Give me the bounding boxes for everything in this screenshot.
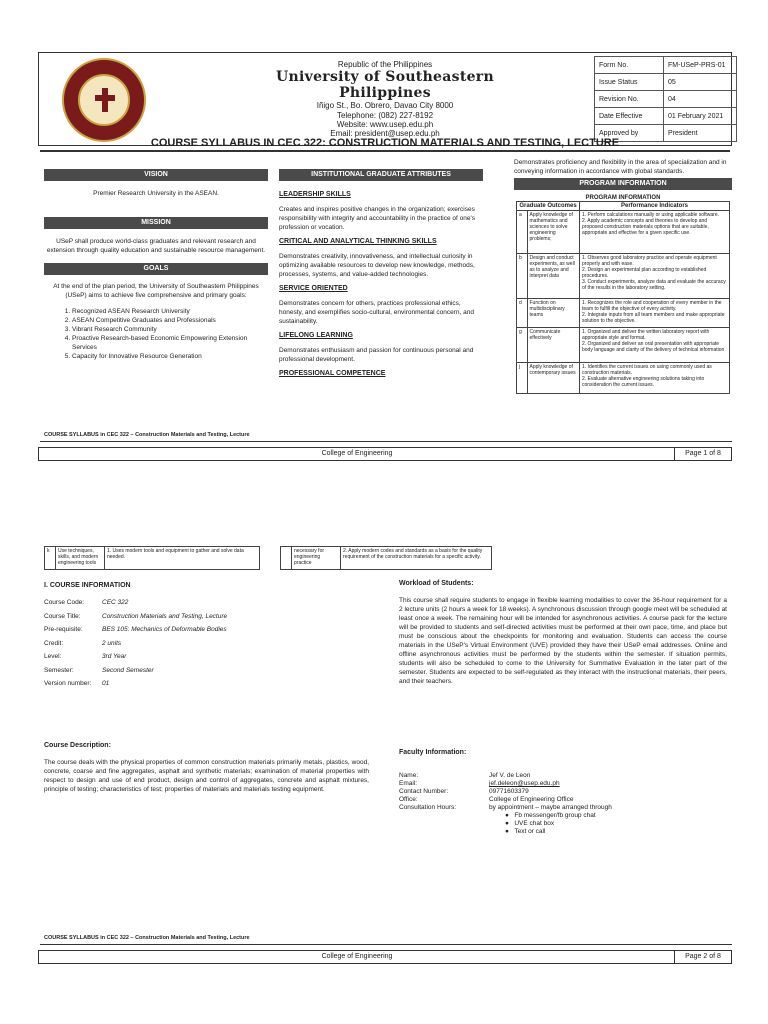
workload-text: This course shall require students to engage in flexible learning modalities to cover the 36-hour requirement for a 2 lecture units (2 hours a week for 18 weeks). A synchronous discussion through google meet will be scheduled at least once a week. The remaining hour will be intended for asynchronous activities. A course pack for the lecture will be provided to students and self-directed activities must be performed at their own pace, time, and place but must be conscious about the checkpoints for monitoring and evaluation. Students can access the course materials in the USeP's Virtual Environment (UVE) provided they have their USeP email addresses. Online and offline asynchronous activities must be performed by the students within the semester. If situation permits, students will also be scheduled to come to the University for Summative Evaluation in the later part of the semester. Students are expected to be self-regulated as they interact with the instructional materials, their peers, and their teachers. — [399, 597, 727, 685]
info-label: Level: — [44, 653, 62, 660]
form-label: Approved by — [595, 125, 664, 142]
competence-text: Demonstrates proficiency and flexibility in the area of specialization and in conveying information in accordance with global standards. — [514, 159, 727, 175]
outcome-cell: Communicate effectively — [527, 328, 580, 363]
goal-item: 2. ASEAN Competitive Graduates and Professionals — [72, 316, 268, 325]
outcome-cell: Use techniques, skills, and modern engineering tools — [56, 547, 105, 570]
mission-text: USeP shall produce world-class graduates and relevant research and extension through quality education and sustainable resource management. — [46, 238, 266, 254]
outcome-key: k — [45, 547, 56, 570]
consult-bullet: ● Text or call — [505, 828, 546, 835]
continued-table-right — [280, 546, 492, 570]
course-info-row — [44, 626, 364, 640]
description-text: The course deals with the physical properties of common construction materials primarily metals, plastics, wood, concrete, coarse and fine aggregates, asphalt and synthetic materials; examination of material properties with respect to design and use of end product, design and control of aggregates, concrete and asphalt mixtures, principle of testing; characteristics of test; properties of materials and materials testing equipment. — [44, 759, 369, 793]
form-value: FM-USeP-PRS-01 — [664, 57, 737, 74]
info-label: Semester: — [44, 666, 74, 674]
iga-section-text: Demonstrates enthusiasm and passion for continuous personal and professional development. — [279, 347, 474, 363]
course-info-row — [44, 680, 364, 694]
footer-divider — [40, 441, 732, 442]
university-name: University of Southeastern Philippines — [276, 69, 494, 102]
college-name: College of Engineering — [321, 450, 393, 457]
form-label: Issue Status — [595, 74, 664, 91]
outcome-key: a — [517, 211, 528, 254]
program-outcomes-table — [516, 201, 730, 394]
form-label: Revision No. — [595, 91, 664, 108]
indicator-cell: 1. Uses modern tools and equipment to gather and solve data needed. — [105, 547, 260, 570]
form-value: President — [664, 125, 737, 142]
faculty-value: College of Engineering Office — [489, 796, 574, 803]
outcome-key: b — [517, 254, 528, 299]
republic-text: Republic of the Philippines — [337, 60, 433, 69]
indicator-cell: 1. Organized and deliver the written laboratory report with appropriate style and format. 2. Organized and deliver an oral presentation with appropriate body language and clarity of the delivery of technical information — [580, 328, 730, 363]
iga-section-text: Creates and inspires positive changes in the organization; exercises responsibility with integrity and accountability in the practice of one's profession or vocation. — [279, 206, 475, 231]
mission-heading: MISSION — [44, 217, 268, 229]
outcome-key: d — [517, 299, 528, 328]
indicator-cell: 1. Identifies the current issues on using commonly used as construction materials. 2. Evaluate alternative engineering solutions taking into consideration the current issues. — [580, 363, 730, 394]
program-heading: PROGRAM INFORMATION — [514, 178, 732, 190]
outcome-key: j — [517, 363, 528, 394]
university-header — [250, 60, 520, 138]
college-name: College of Engineering — [321, 953, 393, 960]
iga-section-text: Demonstrates concern for others, practices professional ethics, honesty, and exemplifies socio-cultural, environmental concern, and sustainability. — [279, 300, 474, 325]
faculty-value: Jef V. de Leon — [489, 772, 531, 779]
form-label: Form No. — [595, 57, 664, 74]
bullet-text: UVE chat box — [514, 820, 555, 827]
website-text: Website: www.usep.edu.ph — [336, 119, 434, 129]
course-info-row — [44, 667, 364, 681]
outcome-cell: Design and conduct experiments, as well as to analyze and interpret data — [527, 254, 580, 299]
description-heading: Course Description: — [44, 742, 111, 749]
page-footer — [38, 447, 732, 461]
consult-bullet: ● Fb messenger/fb group chat — [505, 812, 596, 819]
table-row — [517, 254, 730, 299]
bullet-text: Fb messenger/fb group chat — [514, 812, 596, 819]
page-number: Page 1 of 8 — [674, 448, 731, 460]
program-information-column — [514, 158, 732, 394]
info-value: Construction Materials and Testing, Lecture — [102, 612, 228, 620]
info-value: 2 units — [102, 639, 122, 647]
course-description-section — [44, 742, 369, 794]
form-value: 04 — [664, 91, 737, 108]
iga-section-title: PROFESSIONAL COMPETENCE — [279, 370, 386, 377]
faculty-heading: Faculty Information: — [399, 749, 467, 756]
info-label: Pre-requisite: — [44, 626, 83, 633]
indicator-cell: 1. Perform calculations manually or using applicable software. 2. Apply academic concepts and theories to develop and proposed construction materials options that are suitable, appropriate and effective for a given specific use. — [580, 211, 730, 254]
column-header: Performance Indicators — [580, 202, 730, 211]
page-title: COURSE SYLLABUS IN CEC 322: CONSTRUCTION MATERIALS AND TESTING, LECTURE — [40, 137, 730, 152]
continued-table-left — [44, 546, 260, 570]
info-label: Version number: — [44, 680, 92, 687]
goals-list — [44, 307, 268, 361]
outcome-cell: necessary for engineering practice — [292, 547, 341, 570]
outcome-cell: Apply knowledge of mathematics and sciences to solve engineering problems; — [527, 211, 580, 254]
indicator-cell: 1. Recognizes the role and cooperation of every member in the team to fulfill the objective of every activity. 2. Integrate inputs from all team members and make appropriate solution to the objective. — [580, 299, 730, 328]
faculty-row — [399, 796, 729, 804]
faculty-label: Contact Number: — [399, 788, 449, 795]
course-info-row — [44, 613, 364, 627]
faculty-email-link[interactable]: jef.deleon@usep.edu.ph — [489, 780, 560, 787]
iga-section-text: Demonstrates creativity, innovativeness, and intellectual curiosity in optimizing available resources to develop new knowledge, methods, processes, systems, and value-added technologies. — [279, 253, 475, 278]
info-label: Course Code: — [44, 599, 85, 606]
table-row — [517, 363, 730, 394]
outcome-cell: Function on multidisciplinary teams — [527, 299, 580, 328]
course-info-row — [44, 640, 364, 654]
iga-section-title: LEADERSHIP SKILLS — [279, 191, 351, 198]
workload-heading: Workload of Students: — [399, 580, 474, 587]
course-info-row — [44, 653, 364, 667]
form-value: 05 — [664, 74, 737, 91]
iga-section-title: LIFELONG LEARNING — [279, 332, 353, 339]
faculty-label: Name: — [399, 772, 419, 779]
info-label: Credit: — [44, 639, 64, 647]
footer-divider — [40, 944, 732, 945]
program-subheading: PROGRAM INFORMATION — [585, 195, 661, 201]
iga-section-title: SERVICE ORIENTED — [279, 285, 348, 292]
faculty-value: by appointment – maybe arranged through — [489, 804, 612, 811]
info-value: BES 105: Mechanics of Deformable Bodies — [102, 626, 227, 633]
faculty-label: Email: — [399, 780, 418, 787]
faculty-row — [399, 772, 729, 780]
goal-item: 5. Capacity for Innovative Resource Generation — [72, 352, 268, 361]
email-text: Email: president@usep.edu.ph — [330, 128, 440, 138]
faculty-row — [399, 788, 729, 796]
faculty-row — [399, 780, 729, 788]
info-value: Second Semester — [102, 666, 154, 674]
vision-text: Premier Research University in the ASEAN. — [93, 190, 219, 197]
course-info-row — [44, 599, 364, 613]
indicator-cell: 2. Apply modern codes and standards as a basis for the quality requirement of the construction materials for a specific activity. — [341, 547, 492, 570]
faculty-label: Office: — [399, 796, 418, 803]
goals-intro: At the end of the plan period, the University of Southeastern Philippines (USeP) aims to achieve five comprehensive and primary goals: — [53, 283, 259, 299]
consult-bullet: ● UVE chat box — [505, 820, 555, 827]
info-value: 01 — [102, 680, 110, 687]
faculty-label: Consultation Hours: — [399, 804, 457, 811]
table-row — [45, 547, 260, 570]
table-row — [517, 211, 730, 254]
workload-section — [399, 580, 727, 686]
faculty-information-section — [399, 749, 729, 836]
course-info-heading: I. COURSE INFORMATION — [44, 582, 131, 589]
info-value: 3rd Year — [102, 653, 127, 660]
vision-mission-goals-column — [44, 169, 268, 361]
course-information — [44, 582, 364, 694]
goals-heading: GOALS — [44, 263, 268, 275]
outcome-cell: Apply knowledge of contemporary issues — [527, 363, 580, 394]
table-row — [281, 547, 492, 570]
page-number: Page 2 of 8 — [674, 951, 731, 963]
table-row — [517, 299, 730, 328]
table-row — [517, 328, 730, 363]
column-header: Graduate Outcomes — [517, 202, 580, 211]
outcome-key: g — [517, 328, 528, 363]
bullet-text: Text or call — [514, 828, 546, 835]
goal-item: 1. Recognized ASEAN Research University — [72, 307, 268, 316]
indicator-cell: 1. Observes good laboratory practice and operate equipment properly and with ease. 2. Design an experimental plan according to established procedures. 3. Conduct experiments, analyze data and evaluate the accuracy of the results in the laboratory setting. — [580, 254, 730, 299]
faculty-row — [399, 804, 729, 812]
address-text: Iñigo St., Bo. Obrero, Davao City 8000 — [316, 101, 454, 111]
goal-item: 3. Vibrant Research Community — [72, 325, 268, 334]
telephone-text: Telephone: (082) 227-8192 — [336, 110, 434, 120]
form-value: 01 February 2021 — [664, 108, 737, 125]
iga-heading: INSTITUTIONAL GRADUATE ATTRIBUTES — [279, 169, 483, 181]
info-label: Course Title: — [44, 612, 81, 620]
footer-course-label: COURSE SYLLABUS in CEC 322 – Construction Materials and Testing, Lecture — [44, 432, 250, 438]
iga-section-title: CRITICAL AND ANALYTICAL THINKING SKILLS — [279, 238, 437, 245]
page-footer — [38, 950, 732, 964]
graduate-attributes-column — [279, 169, 483, 377]
university-seal-icon — [62, 58, 146, 142]
footer-course-label: COURSE SYLLABUS in CEC 322 – Construction Materials and Testing, Lecture — [44, 935, 250, 941]
goal-item: 4. Proactive Research-based Economic Empowering Extension Services — [72, 334, 268, 352]
faculty-value: 09771603379 — [489, 788, 529, 795]
form-label: Date Effective — [595, 108, 664, 125]
form-info-table — [594, 56, 737, 142]
info-value: CEC 322 — [102, 599, 129, 606]
vision-heading: VISION — [44, 169, 268, 181]
